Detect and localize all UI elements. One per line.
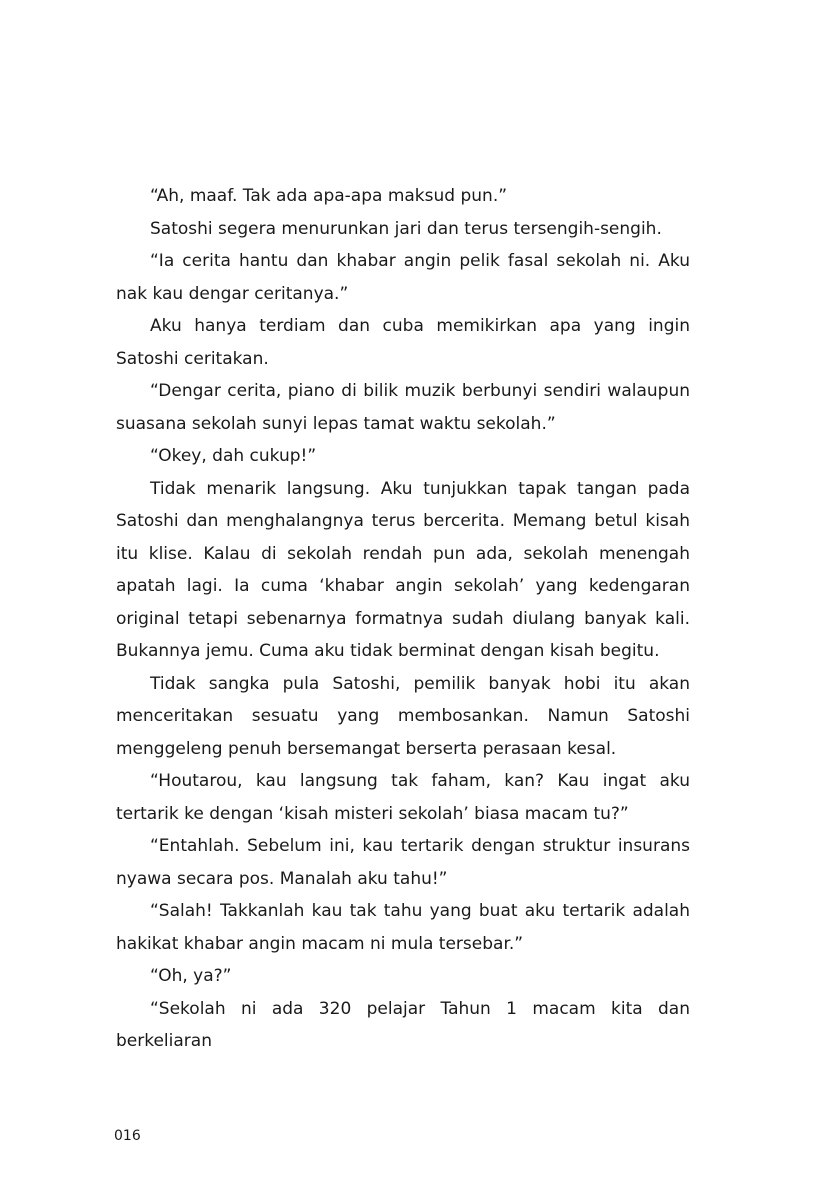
paragraph: Tidak menarik langsung. Aku tunjukkan tapak tangan pada Satoshi dan menghalangnya terus bercerita. Memang betul kisah itu klise. Kalau di sekolah rendah pun ada, sekolah menengah apatah lagi. Ia cuma ‘khabar angin sekolah’ yang kedengaran original tetapi sebenarnya formatnya sudah diulang banyak kali. Bukannya jemu. Cuma aku tidak berminat dengan kisah begitu. — [116, 478, 690, 661]
paragraph: “Ia cerita hantu dan khabar angin pelik fasal sekolah ni. Aku nak kau dengar ceritanya.” — [116, 251, 690, 304]
paragraph: “Okey, dah cukup!” — [150, 446, 317, 466]
paragraph: Satoshi segera menurunkan jari dan terus tersengih-sengih. — [150, 218, 662, 239]
paragraph: “Ah, maaf. Tak ada apa-apa maksud pun.” — [150, 186, 508, 206]
paragraph: “Sekolah ni ada 320 pelajar Tahun 1 macam kita dan berkeliaran — [116, 998, 690, 1051]
paragraph: Aku hanya terdiam dan cuba memikirkan apa yang ingin Satoshi ceritakan. — [116, 316, 690, 369]
paragraph: “Dengar cerita, piano di bilik muzik berbunyi sendiri walaupun suasana sekolah sunyi lepas tamat waktu sekolah.” — [116, 381, 690, 434]
page-number: 016 — [114, 1128, 141, 1144]
paragraph: Tidak sangka pula Satoshi, pemilik banyak hobi itu akan menceritakan sesuatu yang membosankan. Namun Satoshi menggeleng penuh bersemangat berserta perasaan kesal. — [116, 673, 690, 759]
paragraph: “Houtarou, kau langsung tak faham, kan? Kau ingat aku tertarik ke dengan ‘kisah misteri sekolah’ biasa macam tu?” — [116, 771, 690, 824]
paragraph: “Entahlah. Sebelum ini, kau tertarik dengan struktur insurans nyawa secara pos. Manalah aku tahu!” — [116, 836, 690, 889]
paragraph: “Salah! Takkanlah kau tak tahu yang buat aku tertarik adalah hakikat khabar angin macam ni mula tersebar.” — [116, 901, 690, 954]
paragraph: “Oh, ya?” — [150, 966, 232, 986]
book-page-body — [116, 180, 690, 1058]
